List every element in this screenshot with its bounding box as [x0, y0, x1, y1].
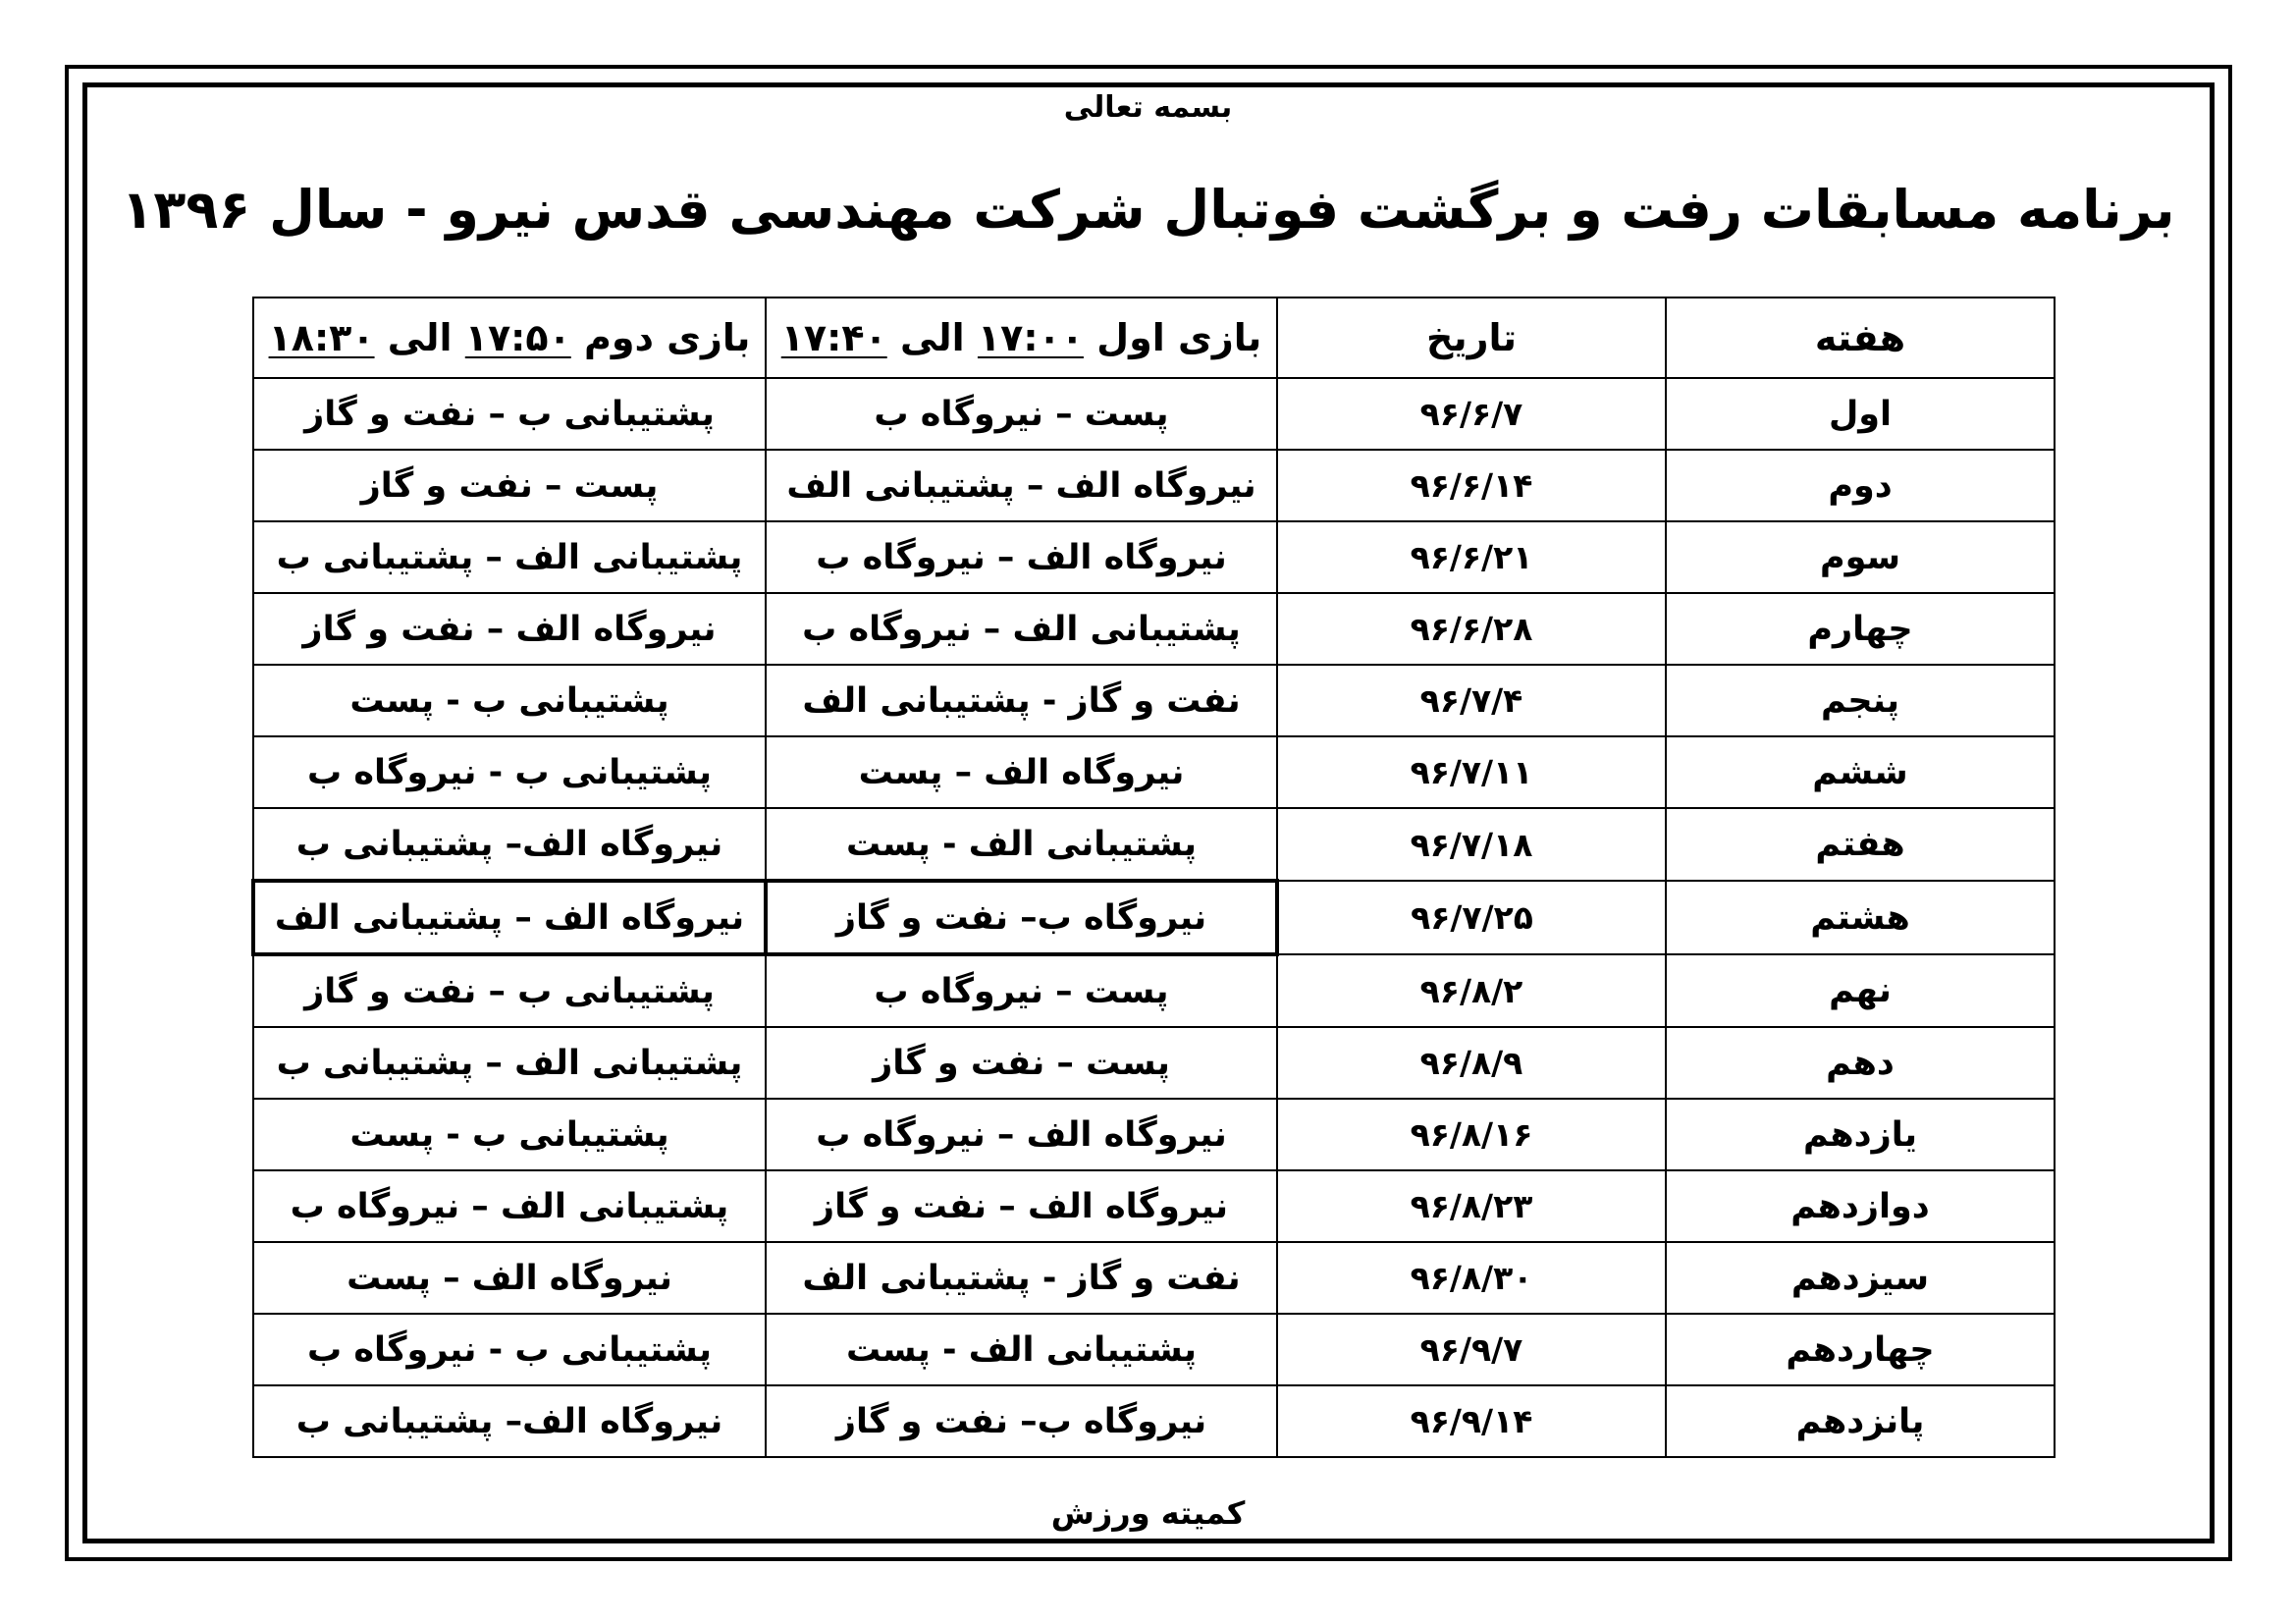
week-cell: پنجم	[1666, 665, 2055, 736]
week-cell: هشتم	[1666, 881, 2055, 954]
date-cell: ۹۶/۸/۱۶	[1277, 1099, 1666, 1170]
week-cell: نهم	[1666, 954, 2055, 1027]
date-cell: ۹۶/۸/۲۳	[1277, 1170, 1666, 1242]
header-game2-label: بازی دوم	[583, 316, 751, 359]
table-row	[253, 450, 2055, 521]
game2-cell: نیروگاه الف – نفت و گاز	[253, 593, 766, 665]
week-cell: دوازدهم	[1666, 1170, 2055, 1242]
header-game1-end: ۱۷:۴۰	[780, 316, 887, 359]
header-game1-label: بازی اول	[1096, 316, 1262, 359]
date-cell: ۹۶/۶/۲۸	[1277, 593, 1666, 665]
page-title: برنامه مسابقات رفت و برگشت فوتبال شرکت مهندسی قدس نیرو - سال ۱۳۹۶	[121, 179, 2175, 241]
week-cell: هفتم	[1666, 808, 2055, 881]
date-cell: ۹۶/۷/۴	[1277, 665, 1666, 736]
schedule-body	[253, 378, 2055, 1457]
game2-cell: نیروگاه الف– پشتیبانی ب	[253, 1385, 766, 1457]
game1-cell: نیروگاه ب– نفت و گاز	[766, 1385, 1277, 1457]
game1-cell: پشتیبانی الف – نیروگاه ب	[766, 593, 1277, 665]
game1-cell: پشتیبانی الف - پست	[766, 808, 1277, 881]
date-cell: ۹۶/۹/۷	[1277, 1314, 1666, 1385]
table-row	[253, 1099, 2055, 1170]
game2-cell: پشتیبانی ب - پست	[253, 1099, 766, 1170]
table-row	[253, 1027, 2055, 1099]
game2-cell: پشتیبانی ب – نفت و گاز	[253, 378, 766, 450]
game1-cell: نیروگاه الف – نیروگاه ب	[766, 1099, 1277, 1170]
table-row	[253, 1314, 2055, 1385]
table-row	[253, 1242, 2055, 1314]
table-row	[253, 808, 2055, 881]
game2-cell: پشتیبانی ب - نیروگاه ب	[253, 1314, 766, 1385]
date-cell: ۹۶/۸/۲	[1277, 954, 1666, 1027]
schedule-table	[251, 297, 2056, 1458]
date-cell: ۹۶/۸/۹	[1277, 1027, 1666, 1099]
table-row	[253, 593, 2055, 665]
game2-cell: نیروگاه الف – پشتیبانی الف	[253, 881, 766, 954]
header-game2	[253, 298, 766, 378]
header-game1-start: ۱۷:۰۰	[977, 316, 1084, 359]
header-date: تاریخ	[1277, 298, 1666, 378]
week-cell: دوم	[1666, 450, 2055, 521]
game2-cell: پشتیبانی ب - پست	[253, 665, 766, 736]
game1-cell: نیروگاه الف – نفت و گاز	[766, 1170, 1277, 1242]
week-cell: سیزدهم	[1666, 1242, 2055, 1314]
header-game2-end: ۱۸:۳۰	[268, 316, 375, 359]
game2-cell: نیروگاه الف– پشتیبانی ب	[253, 808, 766, 881]
header-game1-sep: الی	[899, 316, 965, 359]
game2-cell: پشتیبانی ب - نیروگاه ب	[253, 736, 766, 808]
game2-cell: پشتیبانی الف – نیروگاه ب	[253, 1170, 766, 1242]
game1-cell: نیروگاه الف – پست	[766, 736, 1277, 808]
table-row	[253, 378, 2055, 450]
week-cell: دهم	[1666, 1027, 2055, 1099]
game2-cell: پست – نفت و گاز	[253, 450, 766, 521]
game1-cell: نفت و گاز - پشتیبانی الف	[766, 1242, 1277, 1314]
game1-cell: پشتیبانی الف - پست	[766, 1314, 1277, 1385]
table-row	[253, 954, 2055, 1027]
game1-cell: نفت و گاز - پشتیبانی الف	[766, 665, 1277, 736]
week-cell: چهارم	[1666, 593, 2055, 665]
footer-signature: کمیته ورزش	[1050, 1494, 1246, 1532]
game1-cell: نیروگاه الف – نیروگاه ب	[766, 521, 1277, 593]
date-cell: ۹۶/۸/۳۰	[1277, 1242, 1666, 1314]
game2-cell: پشتیبانی ب – نفت و گاز	[253, 954, 766, 1027]
date-cell: ۹۶/۹/۱۴	[1277, 1385, 1666, 1457]
week-cell: سوم	[1666, 521, 2055, 593]
week-cell: یازدهم	[1666, 1099, 2055, 1170]
date-cell: ۹۶/۶/۲۱	[1277, 521, 1666, 593]
game1-cell: نیروگاه ب– نفت و گاز	[766, 881, 1277, 954]
week-cell: چهاردهم	[1666, 1314, 2055, 1385]
date-cell: ۹۶/۶/۱۴	[1277, 450, 1666, 521]
header-week: هفته	[1666, 298, 2055, 378]
table-row	[253, 665, 2055, 736]
game2-cell: پشتیبانی الف – پشتیبانی ب	[253, 521, 766, 593]
game2-cell: نیروگاه الف – پست	[253, 1242, 766, 1314]
date-cell: ۹۶/۷/۱۸	[1277, 808, 1666, 881]
game1-cell: نیروگاه الف – پشتیبانی الف	[766, 450, 1277, 521]
table-row	[253, 1385, 2055, 1457]
table-row	[253, 736, 2055, 808]
date-cell: ۹۶/۷/۲۵	[1277, 881, 1666, 954]
date-cell: ۹۶/۷/۱۱	[1277, 736, 1666, 808]
game1-cell: پست – نیروگاه ب	[766, 954, 1277, 1027]
game2-cell: پشتیبانی الف – پشتیبانی ب	[253, 1027, 766, 1099]
table-row	[253, 881, 2055, 954]
week-cell: پانزدهم	[1666, 1385, 2055, 1457]
header-game2-start: ۱۷:۵۰	[464, 316, 571, 359]
date-cell: ۹۶/۶/۷	[1277, 378, 1666, 450]
game1-cell: پست – نیروگاه ب	[766, 378, 1277, 450]
header-game2-sep: الی	[387, 316, 453, 359]
week-cell: ششم	[1666, 736, 2055, 808]
header-game1	[766, 298, 1277, 378]
table-header-row	[253, 298, 2055, 378]
week-cell: اول	[1666, 378, 2055, 450]
game1-cell: پست – نفت و گاز	[766, 1027, 1277, 1099]
table-row	[253, 1170, 2055, 1242]
table-row	[253, 521, 2055, 593]
invocation-heading: بسمه تعالی	[1063, 90, 1233, 125]
